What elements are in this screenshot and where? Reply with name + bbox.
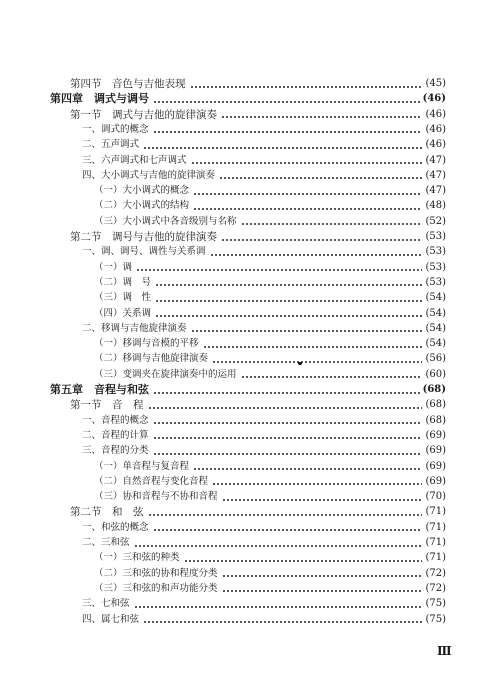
toc-entry — [82, 137, 446, 153]
toc-entry-page: (48) — [425, 200, 446, 212]
dot-leader — [153, 422, 423, 424]
dot-leader — [193, 208, 422, 210]
toc-entry-title: 一、和弦的概念 — [82, 521, 149, 533]
toc-entry-page: (47) — [425, 185, 446, 197]
toc-entry — [94, 351, 446, 367]
toc-entry-title: 第四章 调式与调号 — [50, 92, 149, 106]
toc-entry-title: （一）移调与音模的平移 — [94, 338, 199, 350]
dot-leader — [241, 376, 423, 378]
toc-entry — [94, 367, 446, 383]
toc-entry-title: （一）调 — [94, 261, 133, 273]
toc-entry — [82, 413, 446, 429]
toc-entry-title: 第一节 音 程 — [70, 399, 144, 412]
dot-leader — [153, 101, 420, 103]
toc-entry-page: (53) — [425, 231, 446, 242]
toc-entry — [82, 244, 446, 260]
toc-entry — [82, 153, 446, 169]
toc-entry-page: (72) — [425, 582, 446, 594]
toc-entry — [94, 183, 446, 199]
toc-entry — [94, 275, 446, 291]
toc-entry — [94, 336, 446, 352]
toc-entry-page: (53) — [425, 246, 446, 258]
toc-entry-page: (69) — [425, 445, 446, 457]
toc-entry — [94, 198, 446, 214]
toc-entry — [94, 214, 446, 230]
toc-entry-page: (46) — [425, 139, 446, 151]
toc-entry-page: (52) — [425, 215, 446, 227]
toc-entry-title: 三、七和弦 — [82, 598, 130, 610]
toc-entry — [82, 520, 446, 536]
toc-entry — [82, 428, 446, 444]
dot-leader — [153, 529, 423, 531]
toc-entry-title: （二）三和弦的协和程度分类 — [94, 567, 218, 579]
toc-entry-page: (60) — [425, 368, 446, 380]
toc-entry-title: 第二节 调号与吉他的旋律演奏 — [70, 231, 217, 243]
toc-entry-title: 二、三和弦 — [82, 537, 130, 548]
toc-entry-page: (54) — [425, 292, 446, 304]
toc-entry-page: (56) — [425, 353, 446, 365]
dot-leader — [136, 269, 422, 271]
toc-entry — [70, 229, 446, 245]
toc-entry-page: (54) — [425, 322, 446, 334]
toc-entry-page: (54) — [425, 338, 446, 350]
dot-leader — [222, 499, 423, 501]
toc-entry-title: 一、调、调号、调性与关系调 — [82, 246, 206, 258]
toc-entry-page: (54) — [425, 307, 446, 319]
toc-entry-page: (68) — [422, 384, 446, 395]
toc-entry — [82, 596, 446, 612]
toc-entry — [94, 566, 446, 582]
dot-leader — [153, 437, 423, 439]
toc-entry — [70, 76, 446, 92]
dot-leader — [148, 514, 423, 516]
toc-entry — [82, 612, 446, 628]
toc-entry-title: 二、音程的计算 — [82, 429, 149, 441]
toc-entry-title: （二）大小调式的结构 — [94, 200, 190, 212]
toc-entry — [94, 260, 446, 276]
dot-leader — [143, 621, 422, 623]
toc-entry-page: (69) — [425, 475, 446, 487]
toc-entry-page: (71) — [425, 552, 446, 564]
toc-entry-title: 第一节 调式与吉他的旋律演奏 — [70, 108, 217, 121]
toc-entry-page: (68) — [425, 399, 446, 411]
dot-leader — [190, 86, 423, 88]
toc-entry-title: 一、调式的概念 — [82, 123, 149, 135]
toc-entry-title: （四）关系调 — [94, 307, 152, 319]
toc-entry-page: (75) — [425, 598, 446, 610]
toc-entry-title: （三）大小调式中各音级别与名称 — [94, 215, 237, 227]
toc-entry-page: (45) — [425, 78, 446, 89]
toc-entry-title: （一）单音程与复音程 — [94, 460, 190, 472]
dot-leader — [143, 147, 422, 149]
toc-entry-page: (47) — [425, 154, 446, 166]
toc-entry-page: (46) — [425, 108, 446, 120]
toc-entry-page: (71) — [425, 537, 446, 548]
dot-leader — [153, 392, 420, 394]
dot-leader — [210, 254, 423, 256]
toc-entry — [70, 397, 446, 413]
dot-leader — [222, 575, 423, 577]
toc-entry — [94, 306, 446, 322]
toc-entry-title: 第四节 音色与吉他表现 — [70, 78, 186, 90]
toc-entry — [82, 321, 446, 337]
toc-entry-page: (46) — [422, 93, 446, 105]
toc-entry-title: （二）调 号 — [94, 276, 152, 288]
dot-leader — [153, 131, 423, 133]
dot-leader — [155, 284, 422, 286]
toc-entry-page: (69) — [425, 429, 446, 441]
toc-entry-page: (47) — [425, 169, 446, 181]
dot-leader — [221, 116, 422, 118]
toc-entry-title: 二、移调与吉他旋律演奏 — [82, 322, 187, 334]
dot-leader — [184, 560, 423, 562]
toc-entry — [70, 504, 446, 520]
dot-leader — [155, 315, 422, 317]
toc-entry-title: 三、音程的分类 — [82, 445, 149, 457]
toc-entry — [94, 489, 446, 505]
toc-entry-title: 三、六声调式和七声调式 — [82, 154, 187, 166]
toc-entry — [82, 168, 446, 184]
toc-entry — [50, 382, 446, 398]
toc-entry — [94, 550, 446, 566]
dot-leader — [193, 193, 422, 195]
toc-entry — [94, 474, 446, 490]
dot-leader — [148, 407, 423, 409]
dot-leader — [219, 177, 422, 179]
dot-leader — [212, 483, 422, 485]
toc-entry-page: (46) — [425, 123, 446, 135]
toc-entry-page: (71) — [425, 521, 446, 533]
toc-entry-title: （一）三和弦的种类 — [94, 552, 180, 564]
dot-leader — [193, 468, 422, 470]
toc-entry-page: (70) — [425, 491, 446, 503]
dot-leader — [153, 453, 423, 455]
dot-leader — [134, 545, 423, 547]
dot-leader — [134, 606, 423, 608]
dot-leader — [241, 223, 423, 225]
toc-entry-title: （三）调 性 — [94, 292, 152, 304]
toc-entry-title: 四、大小调式与吉他的旋律演奏 — [82, 169, 216, 181]
toc-entry-page: (53) — [425, 261, 446, 273]
dot-leader — [191, 330, 423, 332]
toc-entry-page: (53) — [425, 276, 446, 288]
toc-entry-page: (69) — [425, 460, 446, 472]
toc-entry-title: 一、音程的概念 — [82, 414, 149, 426]
toc-entry — [82, 443, 446, 459]
toc-entry — [82, 122, 446, 138]
toc-entry-title: 第五章 音程与和弦 — [50, 383, 149, 396]
dot-leader — [203, 346, 423, 348]
toc-entry-title: （三）协和音程与不协和音程 — [94, 491, 218, 503]
dot-leader — [212, 361, 422, 363]
toc-entry-title: （一）大小调式的概念 — [94, 185, 190, 197]
dot-leader — [222, 590, 423, 592]
toc-entry-title: 第二节 和 弦 — [70, 506, 144, 519]
toc-entry-page: (72) — [425, 567, 446, 579]
dot-leader — [191, 162, 423, 164]
toc-entry-page: (71) — [425, 506, 446, 518]
toc-entry-title: （三）三和弦的和声功能分类 — [94, 582, 218, 594]
toc-entry — [94, 581, 446, 597]
toc-entry — [94, 459, 446, 475]
toc-entry — [70, 107, 446, 123]
ink-speck — [298, 362, 302, 365]
dot-leader — [155, 300, 422, 302]
toc-entry — [94, 290, 446, 306]
toc-entry-title: （二）移调与吉他旋律演奏 — [94, 353, 209, 365]
toc-entry-page: (75) — [425, 613, 446, 625]
toc-entry-title: 二、五声调式 — [82, 139, 140, 151]
toc-entry-page: (68) — [425, 414, 446, 426]
toc-entry-title: （三）变调夹在旋律演奏中的运用 — [94, 368, 237, 380]
dot-leader — [221, 239, 422, 241]
toc-entry — [82, 535, 446, 551]
page-number: Ⅲ — [437, 644, 451, 658]
toc-entry — [50, 91, 446, 107]
toc-entry-title: （二）自然音程与变化音程 — [94, 475, 209, 487]
toc-entry-title: 四、属七和弦 — [82, 613, 140, 625]
